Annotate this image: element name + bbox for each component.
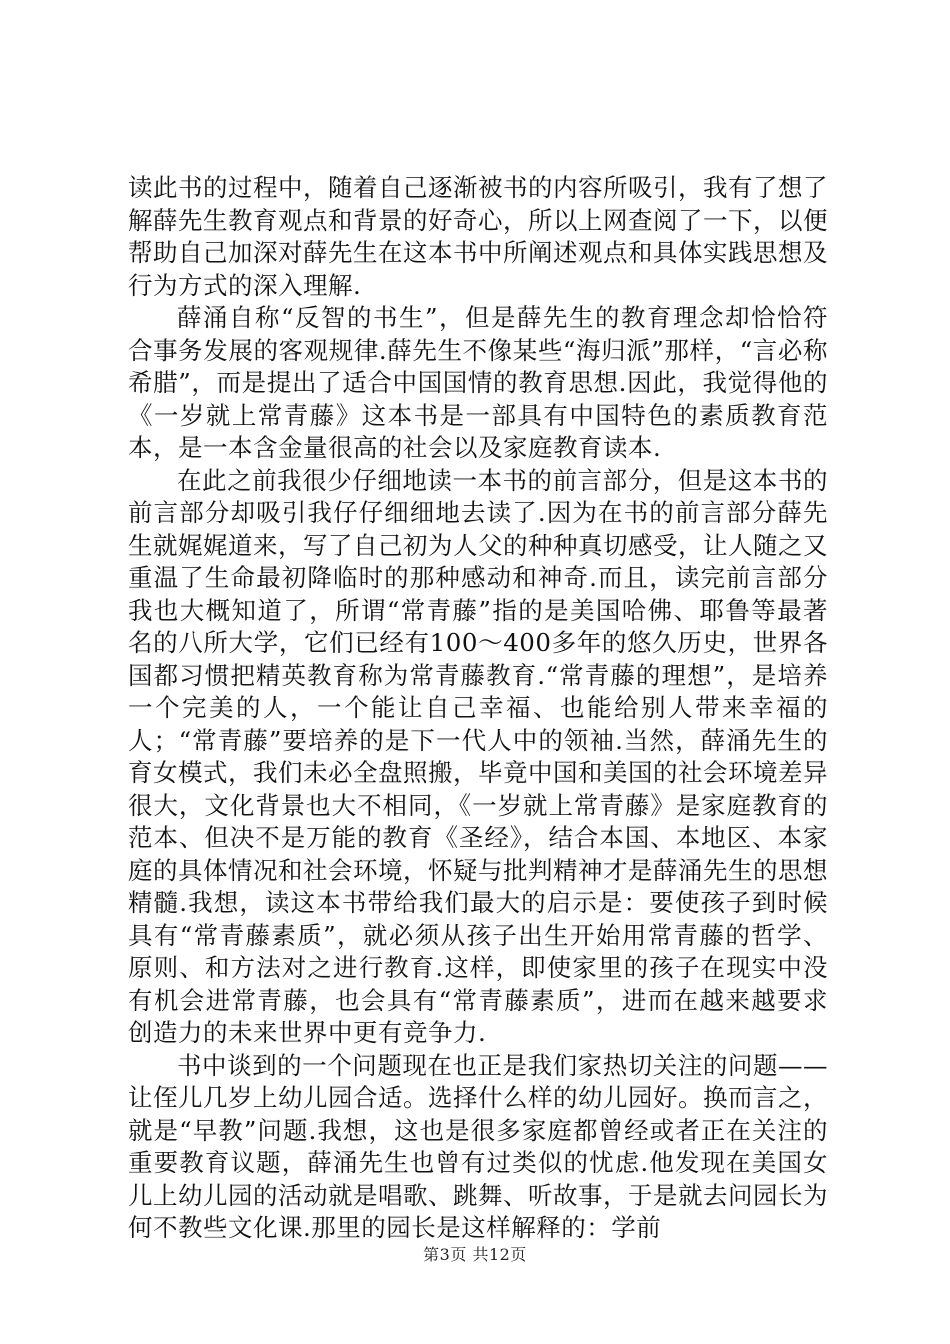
paragraph-2: 薛涌自称“反智的书生”，但是薛先生的教育理念却恰恰符合事务发展的客观规律.薛先生不像某些“海归派”那样，“言必称希腊”，而是提出了适合中国国情的教育思想.因此，我觉得他的《一岁就上常青藤》这本书是一部具有中国特色的素质教育范本，是一本含金量很高的社会以及家庭教育读本. <box>128 303 828 462</box>
page-number: 第3页 共12页 <box>423 1245 527 1264</box>
page-footer <box>0 1245 950 1265</box>
paragraph-3: 在此之前我很少仔细地读一本书的前言部分，但是这本书的前言部分却吸引我仔仔细细地去读了.因为在书的前言部分薛先生就娓娓道来，写了自己初为人父的种种真切感受，让人随之又重温了生命最初降临时的那种感动和神奇.而且，读完前言部分我也大概知道了，所谓“常青藤”指的是美国哈佛、耶鲁等最著名的八所大学，它们已经有100～400多年的悠久历史，世界各国都习惯把精英教育称为常青藤教育.“常青藤的理想”，是培养一个完美的人，一个能让自己幸福、也能给别人带来幸福的人；“常青藤”要培养的是下一代人中的领袖.当然，薛涌先生的育女模式，我们未必全盘照搬，毕竟中国和美国的社会环境差异很大，文化背景也大不相同，《一岁就上常青藤》是家庭教育的范本、但决不是万能的教育《圣经》，结合本国、本地区、本家庭的具体情况和社会环境，怀疑与批判精神才是薛涌先生的思想精髓.我想，读这本书带给我们最大的启示是：要使孩子到时候具有“常青藤素质”，就必须从孩子出生开始用常青藤的哲学、原则、和方法对之进行教育.这样，即使家里的孩子在现实中没有机会进常青藤，也会具有“常青藤素质”，进而在越来越要求创造力的未来世界中更有竞争力. <box>128 465 828 1047</box>
paragraph-4: 书中谈到的一个问题现在也正是我们家热切关注的问题——让侄儿几岁上幼儿园合适。选择什么样的幼儿园好。换而言之，就是“早教”问题.我想，这也是很多家庭都曾经或者正在关注的重要教育议题，薛涌先生也曾有过类似的忧虑.他发现在美国女儿上幼儿园的活动就是唱歌、跳舞、听故事，于是就去问园长为何不教些文化课.那里的园长是这样解释的：学前 <box>128 1050 828 1242</box>
paragraph-1: 读此书的过程中，随着自己逐渐被书的内容所吸引，我有了想了解薛先生教育观点和背景的好奇心，所以上网查阅了一下，以便帮助自己加深对薛先生在这本书中所阐述观点和具体实践思想及行为方式的深入理解. <box>128 173 828 300</box>
document-body <box>128 172 828 1245</box>
